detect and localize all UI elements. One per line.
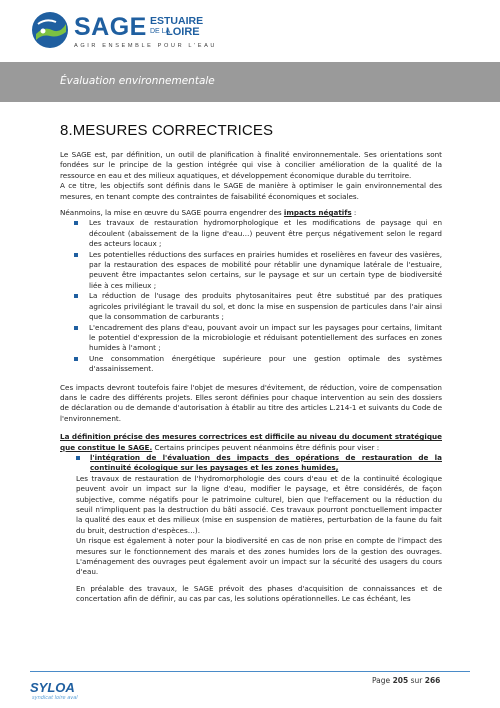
- list-item: [89, 250, 442, 292]
- list-item-text: Une consommation énergétique supérieure pour une gestion optimale des systèmes d'assainissement.: [89, 353, 442, 374]
- logo-estuaire: ESTUAIRE: [150, 15, 204, 27]
- sage-logo: [30, 10, 240, 56]
- bullet-square-icon: [76, 456, 80, 460]
- syloa-subtitle: syndicat loire aval: [32, 695, 78, 701]
- logo-de-la: DE LA: [150, 28, 171, 35]
- page-separator: sur: [410, 676, 423, 685]
- negative-impacts-list: [60, 218, 442, 374]
- list-item: [89, 354, 442, 375]
- principle-paragraph-1: Les travaux de restauration de l'hydromorphologie des cours d'eau et de la continuité écologique peuvent avoir un impact sur la ligne d'eau, modifier le paysage, et être considérés, de façon subjective, comme négatifs pour le patrimoine culturel, bien que l'effacement ou la réduction du seuil n'impliquent pas la destruction du bâti associé. Ces travaux pourront ponctuellement impacter la qualité des eaux et des milieux (mise en suspension de matières, perturbation de la faune du fait du bruit, destruction d'espèces…).: [76, 473, 442, 535]
- principle-heading: [76, 453, 442, 474]
- bullet-square-icon: [74, 294, 78, 298]
- estuary-logo-icon: [30, 10, 70, 50]
- syloa-brand: SYLOA: [30, 680, 75, 695]
- banner-title: Évaluation environnementale: [60, 75, 215, 87]
- definition-bold-text: La définition précise des mesures correctrices est difficile au niveau du document stratégique que constitue le SAGE.: [60, 432, 442, 452]
- logo-tagline: AGIR ENSEMBLE POUR L'EAU: [74, 43, 218, 49]
- definition-paragraph: [60, 432, 442, 453]
- page-total: 266: [424, 676, 441, 685]
- page-current: 205: [392, 676, 409, 685]
- intro-paragraph-2: A ce titre, les objectifs sont définis dans le SAGE de manière à optimiser le gain environnemental des mesures, en tenant compte des contraintes de faisabilité économiques et sociales.: [60, 181, 442, 201]
- bullet-square-icon: [74, 221, 78, 225]
- negative-impacts-lead: [60, 208, 442, 218]
- list-item: [89, 218, 442, 249]
- list-item-text: Les travaux de restauration hydromorphologique et les modifications de paysage qui en découlent (abaissement de la ligne d'eau…) peuvent être perçus négativement selon le regard des acteurs locaux ;: [89, 218, 442, 249]
- intro-paragraph-1: Le SAGE est, par définition, un outil de planification à finalité environnementale. Ses orientations sont fondées sur le principe de la gestion intégrée qui vise à concilier amélioration de la qualité de la ressource en eau et des milieux aquatiques, et développement économique durable du territoire.: [60, 150, 442, 180]
- negative-impacts-keyword: impacts négatifs: [283, 208, 352, 218]
- list-item: [89, 323, 442, 354]
- principle-paragraph-3: En préalable des travaux, le SAGE prévoit des phases d'acquisition de connaissances et de concertation afin de définir, au cas par cas, les solutions opérationnelles. Le cas échéant, les: [76, 583, 442, 604]
- page-label: Page: [372, 676, 391, 685]
- list-item: [89, 291, 442, 322]
- list-item-text: L'encadrement des plans d'eau, pouvant avoir un impact sur les paysages pour certains, limitant le potentiel d'expression de la microbiologie et réduisant potentiellement des surfaces en zones humides à l'amont ;: [89, 322, 442, 353]
- principles-block: [60, 453, 442, 605]
- section-title: 8.MESURES CORRECTRICES: [60, 122, 274, 139]
- mesures-paragraph: Ces impacts devront toutefois faire l'objet de mesures d'évitement, de réduction, voire de compensation dans le cadre des différents projets. Elles seront définies pour chaque intervention au sein des dossiers de déclaration ou de demande d'autorisation à établir au titre des articles L.214-1 et suivants du Code de l'environnement.: [60, 382, 442, 423]
- negative-impacts-colon: :: [351, 208, 357, 218]
- bullet-square-icon: [74, 253, 78, 257]
- list-item-text: Les potentielles réductions des surfaces en prairies humides et roselières en faveur des vasières, par la restauration des espaces de mobilité pour rétablir une dynamique latérale de l'estuaire, peuvent être impactantes selon certains, sur le paysage et sur un certain type de biodiversité liée à ces milieux ;: [89, 249, 442, 290]
- bullet-square-icon: [74, 357, 78, 361]
- logo-sage-word: SAGE: [74, 13, 147, 41]
- logo-loire: LOIRE: [166, 26, 200, 38]
- main-content: [60, 120, 442, 605]
- definition-tail-text: Certains principes peuvent néanmoins être définis pour viser :: [152, 442, 380, 452]
- page-number: [372, 676, 440, 685]
- negative-impacts-lead-text: Néanmoins, la mise en œuvre du SAGE pourra engendrer des: [60, 208, 284, 218]
- principle-heading-text: l'intégration de l'évaluation des impacts des opérations de restauration de la continuité écologique sur les paysages et les zones humides,: [90, 452, 442, 473]
- list-item-text: La réduction de l'usage des produits phytosanitaires peut être substitué par des pratiques agricoles privilégiant le travail du sol, et donc la mise en suspension de particules dans l'air ainsi que la consommation de carburants ;: [89, 291, 442, 322]
- bullet-square-icon: [74, 326, 78, 330]
- footer-divider: [30, 671, 470, 672]
- syloa-logo: [30, 680, 110, 706]
- principle-paragraph-2: Un risque est également à noter pour la biodiversité en cas de non prise en compte de l'impact des mesures sur le fonctionnement des marais et des zones humides lors de la gestion des ouvrages. L'aménagement des ouvrages peut également avoir un impact sur la sécurité des usagers du cours d'eau.: [76, 536, 442, 577]
- section-banner: [0, 62, 500, 102]
